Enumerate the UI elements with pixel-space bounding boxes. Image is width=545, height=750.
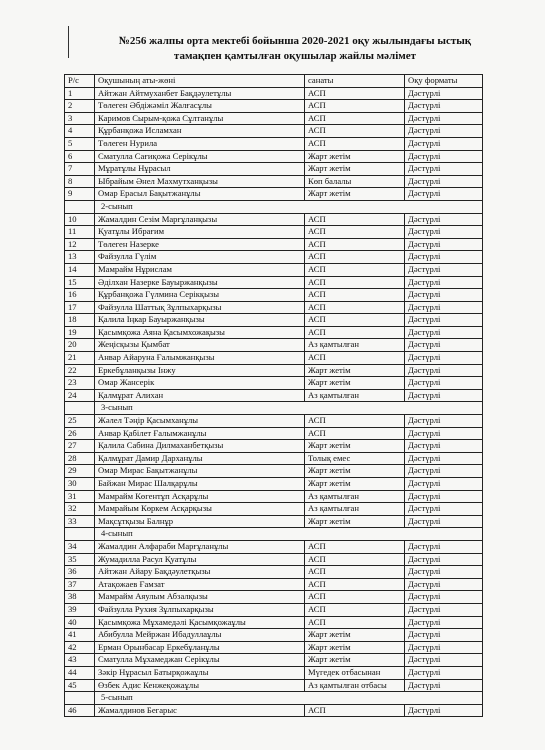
cell-student-name: Төлеген Нурила bbox=[95, 137, 305, 150]
cell-category: Жарт жетім bbox=[305, 150, 405, 163]
cell-student-name: Каримов Сырым-қожа Сұлтанұлы bbox=[95, 112, 305, 125]
cell-number: 20 bbox=[65, 339, 95, 352]
cell-student-name: Мамрайм Көгентұп Асқарұлы bbox=[95, 490, 305, 503]
cell-category: АСП bbox=[305, 415, 405, 428]
cell-number: 35 bbox=[65, 553, 95, 566]
students-table bbox=[64, 74, 483, 717]
cell-category: АСП bbox=[305, 263, 405, 276]
table-row bbox=[65, 100, 483, 113]
cell-student-name: Қасымқожа Аяна Қасымхожақызы bbox=[95, 326, 305, 339]
cell-study-format: Дәстүрлі bbox=[405, 566, 483, 579]
cell-study-format: Дәстүрлі bbox=[405, 314, 483, 327]
cell-student-name: Қасымқожа Мұхамедәлі Қасымқожаұлы bbox=[95, 616, 305, 629]
cell-category: АСП bbox=[305, 352, 405, 365]
cell-study-format: Дәстүрлі bbox=[405, 188, 483, 201]
cell-number: 24 bbox=[65, 389, 95, 402]
table-row bbox=[65, 566, 483, 579]
cell-student-name: Қуатұлы Ибрағим bbox=[95, 226, 305, 239]
cell-study-format: Дәстүрлі bbox=[405, 100, 483, 113]
class-group-row bbox=[65, 402, 483, 415]
cell-category: АСП bbox=[305, 427, 405, 440]
cell-number: 15 bbox=[65, 276, 95, 289]
cell-category: АСП bbox=[305, 125, 405, 138]
class-group-row bbox=[65, 200, 483, 213]
cell-number: 44 bbox=[65, 666, 95, 679]
table-row bbox=[65, 503, 483, 516]
cell-number: 12 bbox=[65, 238, 95, 251]
cell-study-format: Дәстүрлі bbox=[405, 389, 483, 402]
cell-number: 23 bbox=[65, 377, 95, 390]
cell-student-name: Мақсұтқызы Балнұр bbox=[95, 515, 305, 528]
cell-study-format: Дәстүрлі bbox=[405, 465, 483, 478]
cell-student-name: Жәлел Тәңір Қасымханұлы bbox=[95, 415, 305, 428]
cell-number: 34 bbox=[65, 540, 95, 553]
table-row bbox=[65, 490, 483, 503]
table-row bbox=[65, 427, 483, 440]
table-row bbox=[65, 301, 483, 314]
cell-student-name: Еркебұланқызы Інжу bbox=[95, 364, 305, 377]
cell-study-format: Дәстүрлі bbox=[405, 377, 483, 390]
cell-study-format: Дәстүрлі bbox=[405, 641, 483, 654]
cell-study-format: Дәстүрлі bbox=[405, 490, 483, 503]
cell-number: 29 bbox=[65, 465, 95, 478]
cell-number: 19 bbox=[65, 326, 95, 339]
cell-number: 45 bbox=[65, 679, 95, 692]
group-spacer-cell bbox=[65, 528, 95, 541]
cell-number: 32 bbox=[65, 503, 95, 516]
cell-category: Аз қамтылған bbox=[305, 339, 405, 352]
table-row bbox=[65, 578, 483, 591]
class-group-label: 5-сынып bbox=[95, 692, 483, 705]
cell-number: 40 bbox=[65, 616, 95, 629]
cell-category: Жарт жетім bbox=[305, 654, 405, 667]
cell-category: АСП bbox=[305, 213, 405, 226]
table-row bbox=[65, 641, 483, 654]
cell-number: 13 bbox=[65, 251, 95, 264]
table-row bbox=[65, 289, 483, 302]
cell-number: 25 bbox=[65, 415, 95, 428]
cell-study-format: Дәстүрлі bbox=[405, 704, 483, 717]
document-title bbox=[60, 34, 530, 64]
header-student-name: Оқушының аты-жөні bbox=[95, 75, 305, 88]
table-row bbox=[65, 553, 483, 566]
cell-student-name: Төлеген Әбдіжәміл Жалғасұлы bbox=[95, 100, 305, 113]
cell-student-name: Сматулла Мұхамеджан Серікұлы bbox=[95, 654, 305, 667]
cell-number: 36 bbox=[65, 566, 95, 579]
cell-category: Аз қамтылған отбасы bbox=[305, 679, 405, 692]
table-row bbox=[65, 540, 483, 553]
cell-category: АСП bbox=[305, 301, 405, 314]
cell-number: 17 bbox=[65, 301, 95, 314]
cell-study-format: Дәстүрлі bbox=[405, 679, 483, 692]
cell-student-name: Анвар Қабілет Ғалымжанұлы bbox=[95, 427, 305, 440]
header-number: Р/с bbox=[65, 75, 95, 88]
cell-student-name: Қалмұрат Дамир Дарханұлы bbox=[95, 452, 305, 465]
cell-number: 7 bbox=[65, 163, 95, 176]
cell-number: 8 bbox=[65, 175, 95, 188]
cell-study-format: Дәстүрлі bbox=[405, 326, 483, 339]
cell-student-name: Файзулла Шаттық Зұлпыхарқызы bbox=[95, 301, 305, 314]
table-body bbox=[65, 87, 483, 717]
cell-study-format: Дәстүрлі bbox=[405, 616, 483, 629]
cell-study-format: Дәстүрлі bbox=[405, 226, 483, 239]
cell-number: 10 bbox=[65, 213, 95, 226]
cell-number: 42 bbox=[65, 641, 95, 654]
cell-student-name: Анвар Айаруна Ғалымжанқызы bbox=[95, 352, 305, 365]
cell-number: 18 bbox=[65, 314, 95, 327]
cell-student-name: Сматулла Сағиқожа Серікұлы bbox=[95, 150, 305, 163]
cell-study-format: Дәстүрлі bbox=[405, 578, 483, 591]
table-row bbox=[65, 415, 483, 428]
cell-number: 37 bbox=[65, 578, 95, 591]
cell-student-name: Төлеген Назерке bbox=[95, 238, 305, 251]
cell-category: АСП bbox=[305, 276, 405, 289]
cell-number: 39 bbox=[65, 603, 95, 616]
cell-study-format: Дәстүрлі bbox=[405, 415, 483, 428]
cell-category: АСП bbox=[305, 704, 405, 717]
cell-category: Толық емес bbox=[305, 452, 405, 465]
cell-category: Жарт жетім bbox=[305, 377, 405, 390]
class-group-label: 2-сынып bbox=[95, 200, 483, 213]
cell-study-format: Дәстүрлі bbox=[405, 213, 483, 226]
cell-category: Аз қамтылған bbox=[305, 490, 405, 503]
table-row bbox=[65, 175, 483, 188]
table-row bbox=[65, 87, 483, 100]
table-row bbox=[65, 377, 483, 390]
cell-category: АСП bbox=[305, 100, 405, 113]
cell-study-format: Дәстүрлі bbox=[405, 163, 483, 176]
cell-student-name: Жамалдин Алфараби Марғұланұлы bbox=[95, 540, 305, 553]
table-row bbox=[65, 150, 483, 163]
cell-student-name: Қалила Сабина Дилмаханбетқызы bbox=[95, 440, 305, 453]
cell-study-format: Дәстүрлі bbox=[405, 553, 483, 566]
cell-category: Жарт жетім bbox=[305, 440, 405, 453]
table-row bbox=[65, 188, 483, 201]
cell-study-format: Дәстүрлі bbox=[405, 654, 483, 667]
cell-study-format: Дәстүрлі bbox=[405, 150, 483, 163]
table-row bbox=[65, 339, 483, 352]
cell-category: АСП bbox=[305, 553, 405, 566]
table-row bbox=[65, 616, 483, 629]
cell-student-name: Файзулла Рухия Зұлпыхарқызы bbox=[95, 603, 305, 616]
cell-student-name: Жеңісқызы Қымбат bbox=[95, 339, 305, 352]
cell-number: 38 bbox=[65, 591, 95, 604]
cell-study-format: Дәстүрлі bbox=[405, 515, 483, 528]
cell-number: 26 bbox=[65, 427, 95, 440]
table-row bbox=[65, 591, 483, 604]
table-row bbox=[65, 314, 483, 327]
cell-category: Көп балалы bbox=[305, 175, 405, 188]
title-line-2: тамақпен қамтылған оқушылар жайлы мәлімет bbox=[173, 50, 417, 62]
table-row bbox=[65, 666, 483, 679]
cell-student-name: Жамалдин Сезім Марғұланқызы bbox=[95, 213, 305, 226]
cell-student-name: Құрбанқожа Исламхан bbox=[95, 125, 305, 138]
table-row bbox=[65, 137, 483, 150]
cell-category: АСП bbox=[305, 566, 405, 579]
group-spacer-cell bbox=[65, 692, 95, 705]
table-row bbox=[65, 603, 483, 616]
table-row bbox=[65, 226, 483, 239]
cell-student-name: Мұратұлы Нұрасыл bbox=[95, 163, 305, 176]
cell-student-name: Айтжан Айару Бақдәулетқызы bbox=[95, 566, 305, 579]
table-row bbox=[65, 326, 483, 339]
cell-study-format: Дәстүрлі bbox=[405, 440, 483, 453]
cell-category: АСП bbox=[305, 578, 405, 591]
cell-number: 28 bbox=[65, 452, 95, 465]
cell-category: Жарт жетім bbox=[305, 163, 405, 176]
cell-category: АСП bbox=[305, 251, 405, 264]
cell-number: 41 bbox=[65, 629, 95, 642]
cell-category: Аз қамтылған bbox=[305, 503, 405, 516]
cell-number: 11 bbox=[65, 226, 95, 239]
cell-number: 3 bbox=[65, 112, 95, 125]
cell-category: Жарт жетім bbox=[305, 478, 405, 491]
cell-category: Аз қамтылған bbox=[305, 389, 405, 402]
cell-category: АСП bbox=[305, 226, 405, 239]
cell-student-name: Жамалдинов Бегарыс bbox=[95, 704, 305, 717]
cell-student-name: Айтжан Айтмуханбет Бақдәулетұлы bbox=[95, 87, 305, 100]
cell-student-name: Абибулла Мейржан Ибадуллаұлы bbox=[95, 629, 305, 642]
cell-student-name: Ыбрайым Әнел Махмутханқызы bbox=[95, 175, 305, 188]
cell-student-name: Омар Жансерік bbox=[95, 377, 305, 390]
cell-number: 33 bbox=[65, 515, 95, 528]
header-study-format: Оқу форматы bbox=[405, 75, 483, 88]
table-row bbox=[65, 352, 483, 365]
cell-category: Жарт жетім bbox=[305, 364, 405, 377]
cell-category: АСП bbox=[305, 540, 405, 553]
cell-student-name: Мамрайым Көркем Асқарқызы bbox=[95, 503, 305, 516]
cell-study-format: Дәстүрлі bbox=[405, 503, 483, 516]
cell-study-format: Дәстүрлі bbox=[405, 251, 483, 264]
cell-number: 5 bbox=[65, 137, 95, 150]
table-row bbox=[65, 465, 483, 478]
table-row bbox=[65, 629, 483, 642]
cell-category: Жарт жетім bbox=[305, 515, 405, 528]
cell-study-format: Дәстүрлі bbox=[405, 603, 483, 616]
class-group-label: 3-сынып bbox=[95, 402, 483, 415]
cell-study-format: Дәстүрлі bbox=[405, 339, 483, 352]
cell-number: 6 bbox=[65, 150, 95, 163]
cell-number: 21 bbox=[65, 352, 95, 365]
cell-category: АСП bbox=[305, 112, 405, 125]
cell-student-name: Омар Мирас Бақытжанұлы bbox=[95, 465, 305, 478]
table-row bbox=[65, 440, 483, 453]
class-group-row bbox=[65, 692, 483, 705]
cell-category: АСП bbox=[305, 87, 405, 100]
cell-study-format: Дәстүрлі bbox=[405, 629, 483, 642]
table-row bbox=[65, 704, 483, 717]
cell-number: 1 bbox=[65, 87, 95, 100]
header-category: санаты bbox=[305, 75, 405, 88]
cell-study-format: Дәстүрлі bbox=[405, 452, 483, 465]
cell-number: 22 bbox=[65, 364, 95, 377]
cell-student-name: Мамрайм Нұрислам bbox=[95, 263, 305, 276]
cell-number: 31 bbox=[65, 490, 95, 503]
cell-study-format: Дәстүрлі bbox=[405, 87, 483, 100]
cell-study-format: Дәстүрлі bbox=[405, 666, 483, 679]
table-row bbox=[65, 213, 483, 226]
cell-student-name: Файзулла Гүлім bbox=[95, 251, 305, 264]
table-row bbox=[65, 515, 483, 528]
cell-number: 43 bbox=[65, 654, 95, 667]
table-row bbox=[65, 452, 483, 465]
title-line-1: №256 жалпы орта мектебі бойынша 2020-2021 оқу жылындағы ыстық bbox=[118, 35, 472, 47]
cell-number: 30 bbox=[65, 478, 95, 491]
cell-student-name: Құрбанқожа Гүлмина Серікқызы bbox=[95, 289, 305, 302]
cell-category: Жарт жетім bbox=[305, 629, 405, 642]
class-group-row bbox=[65, 528, 483, 541]
cell-category: АСП bbox=[305, 326, 405, 339]
cell-category: АСП bbox=[305, 616, 405, 629]
cell-number: 9 bbox=[65, 188, 95, 201]
cell-student-name: Қалила Іңкар Бауыржанқызы bbox=[95, 314, 305, 327]
class-group-label: 4-сынып bbox=[95, 528, 483, 541]
cell-study-format: Дәстүрлі bbox=[405, 263, 483, 276]
cell-study-format: Дәстүрлі bbox=[405, 125, 483, 138]
cell-study-format: Дәстүрлі bbox=[405, 238, 483, 251]
table-row bbox=[65, 389, 483, 402]
table-row bbox=[65, 654, 483, 667]
cell-student-name: Мамрайм Аяулым Абзалқызы bbox=[95, 591, 305, 604]
cell-student-name: Жумадилла Расул Қуатұлы bbox=[95, 553, 305, 566]
cell-category: Мүгедек отбасынан bbox=[305, 666, 405, 679]
table-row bbox=[65, 263, 483, 276]
table-row bbox=[65, 125, 483, 138]
cell-category: Жарт жетім bbox=[305, 641, 405, 654]
cell-category: АСП bbox=[305, 289, 405, 302]
cell-study-format: Дәстүрлі bbox=[405, 364, 483, 377]
group-spacer-cell bbox=[65, 200, 95, 213]
group-spacer-cell bbox=[65, 402, 95, 415]
cell-category: АСП bbox=[305, 314, 405, 327]
cell-number: 46 bbox=[65, 704, 95, 717]
cell-student-name: Атақожаев Ғамзат bbox=[95, 578, 305, 591]
cell-category: Жарт жетім bbox=[305, 188, 405, 201]
cell-number: 2 bbox=[65, 100, 95, 113]
cell-number: 27 bbox=[65, 440, 95, 453]
cell-category: АСП bbox=[305, 238, 405, 251]
cell-study-format: Дәстүрлі bbox=[405, 301, 483, 314]
cell-study-format: Дәстүрлі bbox=[405, 540, 483, 553]
cell-student-name: Өзбек Адис Кенжеқожаұлы bbox=[95, 679, 305, 692]
cell-study-format: Дәстүрлі bbox=[405, 112, 483, 125]
cell-study-format: Дәстүрлі bbox=[405, 478, 483, 491]
table-row bbox=[65, 238, 483, 251]
cell-student-name: Омар Ерасыл Бақытжанұлы bbox=[95, 188, 305, 201]
cell-study-format: Дәстүрлі bbox=[405, 591, 483, 604]
table-row bbox=[65, 679, 483, 692]
cell-student-name: Зәкір Нұрасыл Батырқожаұлы bbox=[95, 666, 305, 679]
cell-category: АСП bbox=[305, 603, 405, 616]
cell-number: 4 bbox=[65, 125, 95, 138]
cell-study-format: Дәстүрлі bbox=[405, 276, 483, 289]
cell-number: 16 bbox=[65, 289, 95, 302]
table-row bbox=[65, 276, 483, 289]
table-row bbox=[65, 112, 483, 125]
table-row bbox=[65, 478, 483, 491]
cell-category: Жарт жетім bbox=[305, 465, 405, 478]
cell-study-format: Дәстүрлі bbox=[405, 427, 483, 440]
table-row bbox=[65, 251, 483, 264]
cell-study-format: Дәстүрлі bbox=[405, 137, 483, 150]
cell-student-name: Қалмұрат Алихан bbox=[95, 389, 305, 402]
cell-number: 14 bbox=[65, 263, 95, 276]
cell-category: АСП bbox=[305, 591, 405, 604]
cell-student-name: Байжан Мирас Шалқарұлы bbox=[95, 478, 305, 491]
cell-study-format: Дәстүрлі bbox=[405, 175, 483, 188]
cell-study-format: Дәстүрлі bbox=[405, 352, 483, 365]
cell-category: АСП bbox=[305, 137, 405, 150]
cell-student-name: Ерман Орынбасар Еркебұланұлы bbox=[95, 641, 305, 654]
table-header-row bbox=[65, 75, 483, 88]
cell-study-format: Дәстүрлі bbox=[405, 289, 483, 302]
cell-student-name: Әділхан Назерке Бауыржанқызы bbox=[95, 276, 305, 289]
table-row bbox=[65, 364, 483, 377]
table-row bbox=[65, 163, 483, 176]
